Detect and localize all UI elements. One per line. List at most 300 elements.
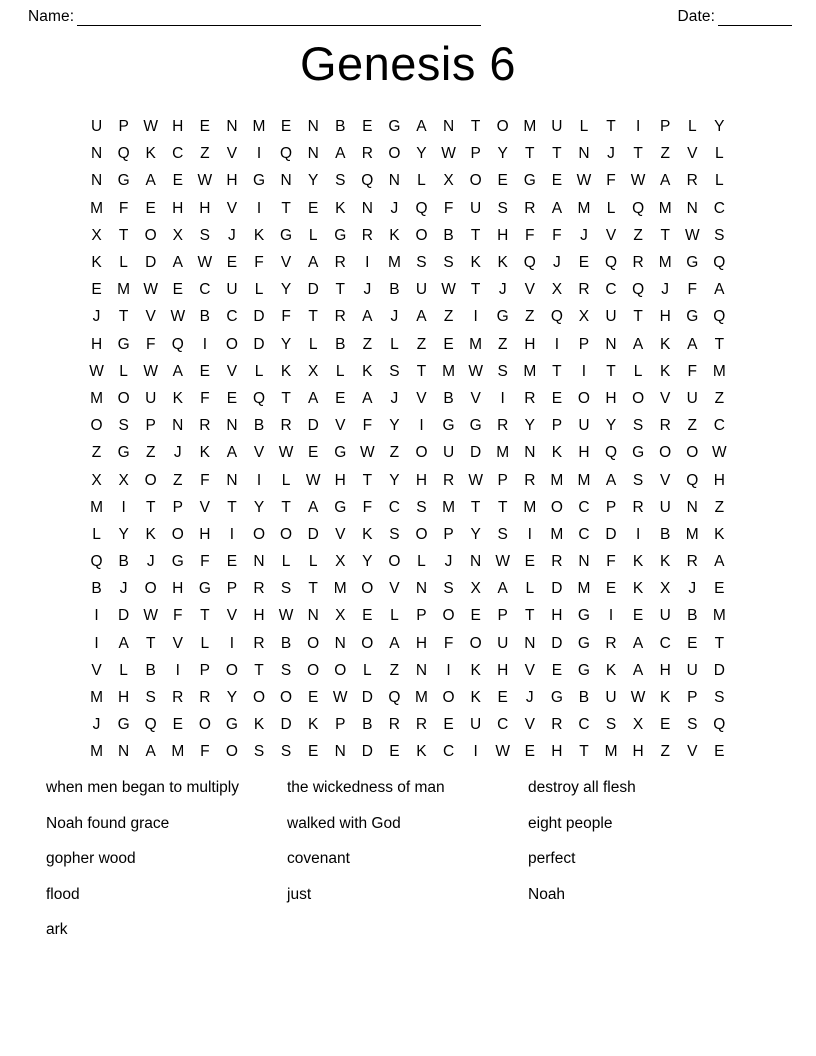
grid-letter[interactable]: H: [226, 172, 238, 190]
word-list-item[interactable]: perfect: [528, 850, 576, 868]
grid-letter[interactable]: T: [227, 498, 237, 516]
grid-letter[interactable]: G: [577, 661, 590, 679]
grid-letter[interactable]: O: [307, 661, 320, 679]
grid-letter[interactable]: K: [199, 444, 211, 462]
grid-letter[interactable]: W: [89, 362, 104, 380]
grid-letter[interactable]: O: [577, 389, 590, 407]
grid-letter[interactable]: T: [118, 226, 129, 244]
grid-letter[interactable]: E: [226, 389, 238, 407]
grid-letter[interactable]: N: [307, 118, 319, 136]
grid-letter[interactable]: S: [389, 362, 400, 380]
grid-letter[interactable]: T: [606, 362, 616, 380]
grid-letter[interactable]: E: [91, 281, 102, 299]
grid-letter[interactable]: G: [469, 417, 482, 435]
grid-letter[interactable]: A: [687, 335, 698, 353]
grid-letter[interactable]: K: [470, 661, 481, 679]
grid-letter[interactable]: D: [118, 607, 130, 625]
grid-letter[interactable]: O: [469, 634, 482, 652]
grid-letter[interactable]: K: [389, 226, 400, 244]
grid-letter[interactable]: T: [281, 498, 291, 516]
grid-letter[interactable]: A: [307, 389, 319, 407]
grid-letter[interactable]: O: [171, 525, 184, 543]
grid-letter[interactable]: K: [605, 661, 617, 679]
grid-letter[interactable]: R: [361, 226, 373, 244]
grid-letter[interactable]: L: [390, 335, 399, 353]
grid-letter[interactable]: E: [362, 607, 373, 625]
grid-letter[interactable]: V: [226, 362, 238, 380]
grid-letter[interactable]: C: [713, 417, 725, 435]
grid-letter[interactable]: A: [632, 335, 644, 353]
grid-letter[interactable]: Y: [605, 417, 617, 435]
grid-letter[interactable]: Q: [144, 716, 157, 734]
grid-letter[interactable]: O: [225, 335, 238, 353]
grid-letter[interactable]: H: [605, 389, 617, 407]
grid-letter[interactable]: J: [552, 254, 561, 272]
grid-letter[interactable]: M: [658, 254, 672, 272]
grid-letter[interactable]: R: [497, 417, 509, 435]
grid-letter[interactable]: Y: [497, 145, 508, 163]
grid-letter[interactable]: V: [199, 498, 211, 516]
grid-letter[interactable]: Q: [713, 254, 726, 272]
grid-letter[interactable]: G: [523, 172, 536, 190]
grid-letter[interactable]: K: [362, 362, 373, 380]
grid-letter[interactable]: J: [119, 580, 128, 598]
grid-letter[interactable]: I: [446, 661, 451, 679]
grid-letter[interactable]: H: [551, 743, 563, 761]
grid-letter[interactable]: M: [496, 444, 510, 462]
grid-letter[interactable]: N: [334, 743, 346, 761]
grid-letter[interactable]: I: [473, 308, 478, 326]
grid-letter[interactable]: E: [578, 254, 590, 272]
grid-letter[interactable]: Y: [416, 145, 427, 163]
grid-letter[interactable]: C: [442, 743, 455, 761]
grid-letter[interactable]: F: [443, 199, 454, 217]
grid-letter[interactable]: G: [686, 254, 699, 272]
grid-letter[interactable]: L: [92, 525, 101, 543]
grid-letter[interactable]: M: [442, 362, 456, 380]
grid-letter[interactable]: D: [713, 661, 725, 679]
grid-letter[interactable]: M: [469, 335, 483, 353]
grid-letter[interactable]: O: [632, 389, 645, 407]
grid-letter[interactable]: H: [415, 471, 428, 489]
grid-letter[interactable]: A: [605, 471, 617, 489]
grid-letter[interactable]: U: [578, 417, 590, 435]
grid-letter[interactable]: P: [687, 689, 698, 707]
grid-letter[interactable]: E: [551, 172, 563, 190]
grid-letter[interactable]: Q: [171, 335, 184, 353]
grid-letter[interactable]: N: [253, 553, 265, 571]
word-list-item[interactable]: walked with God: [287, 814, 401, 832]
grid-letter[interactable]: B: [578, 689, 590, 707]
grid-letter[interactable]: L: [606, 199, 616, 217]
word-list-item[interactable]: the wickedness of man: [287, 779, 445, 796]
grid-letter[interactable]: T: [497, 498, 508, 516]
grid-letter[interactable]: L: [254, 281, 264, 299]
grid-letter[interactable]: W: [305, 471, 321, 489]
grid-letter[interactable]: K: [362, 525, 373, 543]
grid-letter[interactable]: F: [443, 634, 454, 652]
grid-letter[interactable]: O: [361, 634, 374, 652]
grid-letter[interactable]: A: [172, 362, 183, 380]
grid-letter[interactable]: N: [415, 580, 428, 598]
grid-letter[interactable]: R: [551, 716, 563, 734]
grid-letter[interactable]: A: [497, 580, 508, 598]
grid-letter[interactable]: H: [172, 580, 184, 598]
grid-letter[interactable]: C: [226, 308, 238, 326]
grid-letter[interactable]: S: [416, 254, 427, 272]
grid-letter[interactable]: V: [660, 389, 671, 407]
grid-letter[interactable]: T: [416, 362, 427, 380]
grid-letter[interactable]: Q: [388, 689, 401, 707]
grid-letter[interactable]: S: [280, 661, 292, 679]
grid-letter[interactable]: G: [334, 226, 347, 244]
grid-letter[interactable]: V: [524, 281, 535, 299]
grid-letter[interactable]: U: [659, 498, 671, 516]
grid-letter[interactable]: L: [254, 362, 264, 380]
grid-letter[interactable]: F: [687, 362, 697, 380]
grid-letter[interactable]: J: [661, 281, 670, 299]
grid-letter[interactable]: L: [363, 661, 372, 679]
grid-letter[interactable]: K: [632, 553, 644, 571]
grid-letter[interactable]: X: [118, 471, 129, 489]
grid-letter[interactable]: L: [308, 335, 318, 353]
grid-letter[interactable]: H: [632, 743, 644, 761]
grid-letter[interactable]: F: [525, 226, 535, 244]
grid-letter[interactable]: W: [197, 254, 213, 272]
grid-letter[interactable]: L: [200, 634, 210, 652]
grid-letter[interactable]: R: [388, 716, 400, 734]
grid-letter[interactable]: L: [308, 553, 318, 571]
grid-letter[interactable]: W: [576, 172, 592, 190]
grid-letter[interactable]: K: [660, 335, 671, 353]
word-list-item[interactable]: destroy all flesh: [528, 779, 636, 796]
grid-letter[interactable]: L: [579, 118, 589, 136]
grid-letter[interactable]: A: [307, 498, 319, 516]
grid-letter[interactable]: R: [253, 634, 265, 652]
grid-letter[interactable]: I: [256, 471, 262, 489]
grid-letter[interactable]: J: [390, 308, 399, 326]
grid-letter[interactable]: M: [90, 689, 103, 707]
grid-letter[interactable]: I: [256, 199, 262, 217]
grid-letter[interactable]: D: [470, 444, 482, 462]
grid-letter[interactable]: H: [524, 335, 536, 353]
grid-letter[interactable]: W: [712, 444, 727, 462]
grid-letter[interactable]: B: [145, 661, 156, 679]
grid-letter[interactable]: J: [92, 308, 101, 326]
grid-letter[interactable]: S: [497, 362, 508, 380]
grid-letter[interactable]: T: [308, 580, 318, 598]
grid-letter[interactable]: Z: [362, 335, 373, 353]
grid-letter[interactable]: J: [498, 281, 507, 299]
grid-letter[interactable]: Z: [497, 335, 508, 353]
grid-letter[interactable]: Q: [604, 254, 618, 272]
grid-letter[interactable]: T: [335, 281, 345, 299]
grid-letter[interactable]: O: [415, 444, 428, 462]
word-list-item[interactable]: eight people: [528, 814, 613, 832]
grid-letter[interactable]: T: [470, 281, 481, 299]
grid-letter[interactable]: Q: [523, 254, 536, 272]
grid-letter[interactable]: X: [91, 471, 102, 489]
grid-letter[interactable]: S: [714, 689, 725, 707]
grid-letter[interactable]: T: [714, 335, 725, 353]
grid-letter[interactable]: M: [550, 471, 564, 489]
grid-letter[interactable]: Y: [118, 525, 129, 543]
grid-letter[interactable]: X: [91, 226, 102, 244]
grid-letter[interactable]: R: [334, 308, 346, 326]
grid-letter[interactable]: X: [578, 308, 590, 326]
grid-letter[interactable]: H: [659, 308, 671, 326]
grid-letter[interactable]: B: [199, 308, 211, 326]
grid-letter[interactable]: E: [551, 389, 563, 407]
grid-letter[interactable]: M: [712, 362, 726, 380]
grid-letter[interactable]: L: [715, 172, 724, 190]
grid-letter[interactable]: S: [632, 417, 644, 435]
grid-letter[interactable]: B: [660, 525, 671, 543]
grid-letter[interactable]: L: [308, 226, 318, 244]
grid-letter[interactable]: M: [442, 498, 456, 516]
grid-letter[interactable]: N: [470, 553, 482, 571]
grid-letter[interactable]: A: [714, 281, 725, 299]
grid-letter[interactable]: B: [335, 118, 346, 136]
grid-letter[interactable]: S: [389, 525, 400, 543]
grid-letter[interactable]: C: [172, 145, 184, 163]
grid-letter[interactable]: E: [362, 118, 373, 136]
grid-letter[interactable]: Y: [389, 417, 400, 435]
grid-letter[interactable]: H: [172, 118, 184, 136]
grid-letter[interactable]: N: [605, 335, 617, 353]
grid-letter[interactable]: H: [713, 471, 725, 489]
grid-letter[interactable]: Q: [90, 553, 103, 571]
grid-letter[interactable]: L: [281, 471, 291, 489]
grid-letter[interactable]: R: [632, 254, 644, 272]
grid-letter[interactable]: H: [90, 335, 103, 353]
grid-letter[interactable]: N: [442, 118, 455, 136]
grid-letter[interactable]: K: [280, 362, 292, 380]
grid-letter[interactable]: I: [94, 634, 99, 652]
grid-letter[interactable]: G: [117, 444, 130, 462]
grid-letter[interactable]: N: [578, 145, 590, 163]
grid-letter[interactable]: R: [524, 389, 536, 407]
grid-letter[interactable]: Q: [713, 716, 726, 734]
grid-letter[interactable]: A: [416, 308, 427, 326]
grid-letter[interactable]: Q: [117, 145, 130, 163]
grid-letter[interactable]: N: [686, 199, 698, 217]
grid-letter[interactable]: K: [91, 254, 102, 272]
grid-letter[interactable]: L: [119, 254, 128, 272]
grid-letter[interactable]: X: [335, 607, 346, 625]
grid-letter[interactable]: F: [200, 389, 210, 407]
grid-letter[interactable]: M: [90, 498, 103, 516]
grid-letter[interactable]: F: [552, 226, 562, 244]
grid-letter[interactable]: R: [415, 716, 428, 734]
grid-letter[interactable]: V: [253, 444, 265, 462]
grid-letter[interactable]: Z: [633, 226, 643, 244]
grid-letter[interactable]: E: [687, 634, 698, 652]
grid-letter[interactable]: C: [199, 281, 211, 299]
grid-letter[interactable]: X: [660, 580, 671, 598]
grid-letter[interactable]: E: [226, 254, 238, 272]
grid-letter[interactable]: P: [226, 580, 238, 598]
grid-letter[interactable]: S: [253, 743, 265, 761]
grid-letter[interactable]: P: [443, 525, 454, 543]
grid-letter[interactable]: Z: [389, 661, 400, 679]
grid-letter[interactable]: H: [659, 661, 671, 679]
grid-letter[interactable]: S: [199, 226, 211, 244]
grid-letter[interactable]: M: [523, 498, 537, 516]
grid-letter[interactable]: E: [551, 661, 563, 679]
grid-letter[interactable]: Z: [687, 417, 697, 435]
grid-letter[interactable]: U: [605, 308, 617, 326]
grid-letter[interactable]: G: [442, 417, 455, 435]
grid-letter[interactable]: F: [200, 553, 210, 571]
grid-letter[interactable]: L: [119, 661, 128, 679]
grid-letter[interactable]: S: [280, 580, 292, 598]
grid-letter[interactable]: O: [225, 661, 238, 679]
grid-letter[interactable]: W: [684, 226, 700, 244]
grid-letter[interactable]: Y: [307, 172, 319, 190]
grid-letter[interactable]: B: [91, 580, 102, 598]
grid-letter[interactable]: S: [714, 226, 725, 244]
grid-letter[interactable]: W: [360, 444, 375, 462]
grid-letter[interactable]: R: [524, 199, 536, 217]
grid-letter[interactable]: Z: [145, 444, 156, 462]
grid-letter[interactable]: M: [252, 118, 266, 136]
grid-letter[interactable]: R: [361, 145, 373, 163]
grid-letter[interactable]: E: [660, 716, 671, 734]
grid-letter[interactable]: O: [334, 661, 347, 679]
grid-letter[interactable]: P: [497, 471, 508, 489]
grid-letter[interactable]: O: [252, 689, 266, 707]
grid-letter[interactable]: O: [252, 525, 266, 543]
grid-letter[interactable]: T: [579, 743, 589, 761]
grid-letter[interactable]: R: [280, 417, 292, 435]
word-list-item[interactable]: Noah found grace: [46, 814, 170, 832]
grid-letter[interactable]: D: [253, 335, 265, 353]
grid-letter[interactable]: O: [144, 580, 157, 598]
grid-letter[interactable]: O: [144, 226, 157, 244]
grid-letter[interactable]: H: [118, 689, 130, 707]
grid-letter[interactable]: J: [525, 689, 534, 707]
grid-letter[interactable]: S: [605, 716, 617, 734]
grid-letter[interactable]: R: [199, 417, 211, 435]
word-list-item[interactable]: covenant: [287, 850, 350, 868]
grid-letter[interactable]: I: [635, 525, 641, 543]
grid-letter[interactable]: P: [335, 716, 346, 734]
grid-letter[interactable]: E: [307, 199, 319, 217]
grid-letter[interactable]: O: [117, 389, 130, 407]
grid-letter[interactable]: E: [172, 716, 183, 734]
grid-letter[interactable]: L: [281, 553, 291, 571]
grid-letter[interactable]: B: [253, 417, 265, 435]
grid-letter[interactable]: E: [226, 553, 238, 571]
grid-letter[interactable]: X: [307, 362, 319, 380]
grid-letter[interactable]: L: [417, 172, 426, 190]
grid-letter[interactable]: O: [280, 525, 293, 543]
grid-letter[interactable]: D: [551, 634, 563, 652]
grid-letter[interactable]: O: [144, 471, 157, 489]
grid-letter[interactable]: W: [278, 444, 294, 462]
grid-letter[interactable]: V: [416, 389, 427, 407]
grid-letter[interactable]: Y: [389, 471, 400, 489]
grid-letter[interactable]: J: [688, 580, 697, 598]
grid-letter[interactable]: G: [225, 716, 238, 734]
grid-letter[interactable]: J: [390, 389, 399, 407]
grid-letter[interactable]: T: [118, 308, 129, 326]
grid-letter[interactable]: N: [280, 172, 292, 190]
grid-letter[interactable]: T: [470, 226, 481, 244]
grid-letter[interactable]: X: [632, 716, 644, 734]
grid-letter[interactable]: F: [173, 607, 183, 625]
grid-letter[interactable]: O: [388, 553, 401, 571]
grid-letter[interactable]: K: [470, 689, 481, 707]
grid-letter[interactable]: T: [145, 634, 156, 652]
grid-letter[interactable]: S: [280, 743, 292, 761]
grid-letter[interactable]: B: [280, 634, 292, 652]
grid-letter[interactable]: T: [660, 226, 670, 244]
grid-letter[interactable]: F: [362, 498, 373, 516]
grid-letter[interactable]: W: [278, 607, 294, 625]
grid-letter[interactable]: Q: [415, 199, 428, 217]
grid-letter[interactable]: R: [172, 689, 184, 707]
grid-letter[interactable]: I: [473, 743, 478, 761]
grid-letter[interactable]: I: [608, 607, 614, 625]
grid-letter[interactable]: W: [143, 281, 159, 299]
grid-letter[interactable]: V: [280, 254, 292, 272]
grid-letter[interactable]: A: [118, 634, 129, 652]
grid-letter[interactable]: L: [390, 607, 399, 625]
grid-letter[interactable]: F: [254, 254, 264, 272]
grid-letter[interactable]: K: [145, 145, 156, 163]
grid-letter[interactable]: S: [443, 580, 454, 598]
grid-letter[interactable]: I: [554, 335, 560, 353]
grid-letter[interactable]: T: [362, 471, 373, 489]
grid-letter[interactable]: E: [199, 118, 211, 136]
grid-letter[interactable]: N: [226, 118, 238, 136]
grid-letter[interactable]: A: [145, 743, 156, 761]
grid-letter[interactable]: K: [660, 553, 671, 571]
grid-letter[interactable]: N: [226, 471, 238, 489]
grid-letter[interactable]: T: [606, 118, 616, 136]
grid-letter[interactable]: N: [307, 145, 319, 163]
grid-letter[interactable]: C: [388, 498, 400, 516]
grid-letter[interactable]: I: [202, 335, 207, 353]
grid-letter[interactable]: H: [334, 471, 346, 489]
grid-letter[interactable]: W: [630, 689, 646, 707]
grid-letter[interactable]: H: [253, 607, 265, 625]
grid-letter[interactable]: P: [497, 607, 508, 625]
grid-letter[interactable]: D: [145, 254, 157, 272]
grid-letter[interactable]: T: [552, 145, 562, 163]
grid-letter[interactable]: M: [117, 281, 131, 299]
grid-letter[interactable]: W: [332, 689, 348, 707]
grid-letter[interactable]: E: [497, 172, 508, 190]
grid-letter[interactable]: R: [686, 553, 698, 571]
grid-letter[interactable]: N: [334, 634, 346, 652]
grid-letter[interactable]: V: [172, 634, 183, 652]
grid-letter[interactable]: F: [200, 471, 210, 489]
grid-letter[interactable]: Y: [280, 281, 292, 299]
grid-letter[interactable]: X: [470, 580, 481, 598]
grid-letter[interactable]: O: [415, 525, 428, 543]
grid-letter[interactable]: I: [527, 525, 532, 543]
grid-letter[interactable]: E: [524, 743, 535, 761]
grid-letter[interactable]: C: [578, 525, 590, 543]
grid-letter[interactable]: O: [280, 689, 293, 707]
grid-letter[interactable]: J: [173, 444, 182, 462]
grid-letter[interactable]: U: [145, 389, 157, 407]
grid-letter[interactable]: E: [714, 743, 725, 761]
grid-letter[interactable]: I: [121, 498, 126, 516]
